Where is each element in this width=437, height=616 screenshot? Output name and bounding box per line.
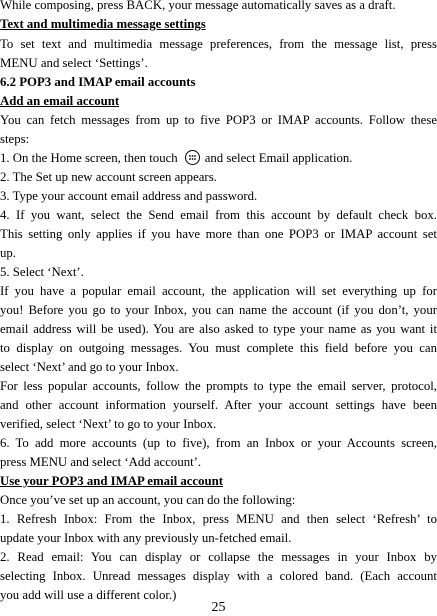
refresh-inbox-line-1: 1. Refresh Inbox: From the Inbox, press MENU and then select ‘Refresh’ to: [0, 512, 437, 526]
paragraph-fetch-line-1: You can fetch messages from up to five POP3 or IMAP accounts. Follow these: [0, 113, 437, 127]
paragraph-popular-line-4: to display on outgoing messages. You must complete this field before you can: [0, 341, 437, 355]
paragraph-less-popular-line-3: verified, select ‘Next’ to go to your Inbox.: [0, 417, 217, 431]
paragraph-popular-line-5: select ‘Next’ and go to your Inbox.: [0, 360, 179, 374]
paragraph-draft-note: While composing, press BACK, your message automatically saves as a draft.: [0, 0, 396, 12]
heading-add-email-account: Add an email account: [0, 94, 120, 108]
step-1: [0, 149, 437, 168]
read-email-line-3: you add will use a different color.): [0, 588, 177, 602]
section-heading-pop3-imap: 6.2 POP3 and IMAP email accounts: [0, 75, 196, 89]
paragraph-settings-line-2: MENU and select ‘Settings’.: [0, 56, 148, 70]
step-5: 5. Select ‘Next’.: [0, 265, 84, 279]
read-email-line-2: selecting Inbox. Unread messages display with a colored band. (Each account: [0, 569, 437, 583]
read-email-line-1: 2. Read email: You can display or collapse the messages in your Inbox by: [0, 550, 437, 564]
paragraph-less-popular-line-1: For less popular accounts, follow the prompts to type the email server, protocol,: [0, 379, 437, 393]
step-6-line-2: press MENU and select ‘Add account’.: [0, 455, 202, 469]
step-1-text-a: 1. On the Home screen, then touch: [0, 151, 178, 165]
paragraph-popular-line-3: email address will be used). You are also asked to type your name as you want it: [0, 322, 437, 336]
step-6-line-1: 6. To add more accounts (up to five), from an Inbox or your Accounts screen,: [0, 436, 437, 450]
paragraph-settings-line-1: To set text and multimedia message preferences, from the message list, press: [0, 37, 437, 51]
step-4-line-2: This setting only applies if you have more than one POP3 or IMAP account set: [0, 227, 437, 241]
paragraph-popular-line-1: If you have a popular email account, the application will set everything up for: [0, 284, 437, 298]
paragraph-once-setup: Once you’ve set up an account, you can do the following:: [0, 493, 296, 507]
heading-text-multimedia-settings: Text and multimedia message settings: [0, 17, 206, 31]
app-launcher-grid-icon: [185, 150, 200, 165]
step-2: 2. The Set up new account screen appears.: [0, 170, 217, 184]
heading-use-email-account: Use your POP3 and IMAP email account: [0, 474, 223, 488]
step-3: 3. Type your account email address and password.: [0, 189, 258, 203]
step-4-line-1: 4. If you want, select the Send email from this account by default check box.: [0, 208, 437, 222]
step-4-line-3: up.: [0, 246, 16, 260]
page-number: 25: [211, 600, 226, 615]
step-1-text-b: and select Email application.: [204, 151, 353, 165]
paragraph-less-popular-line-2: and other account information yourself. After your account settings have been: [0, 398, 437, 412]
paragraph-popular-line-2: you! Before you go to your Inbox, you can name the account (if you don’t, your: [0, 303, 437, 317]
paragraph-fetch-line-2: steps:: [0, 132, 30, 146]
refresh-inbox-line-2: update your Inbox with any previously un-fetched email.: [0, 531, 292, 545]
